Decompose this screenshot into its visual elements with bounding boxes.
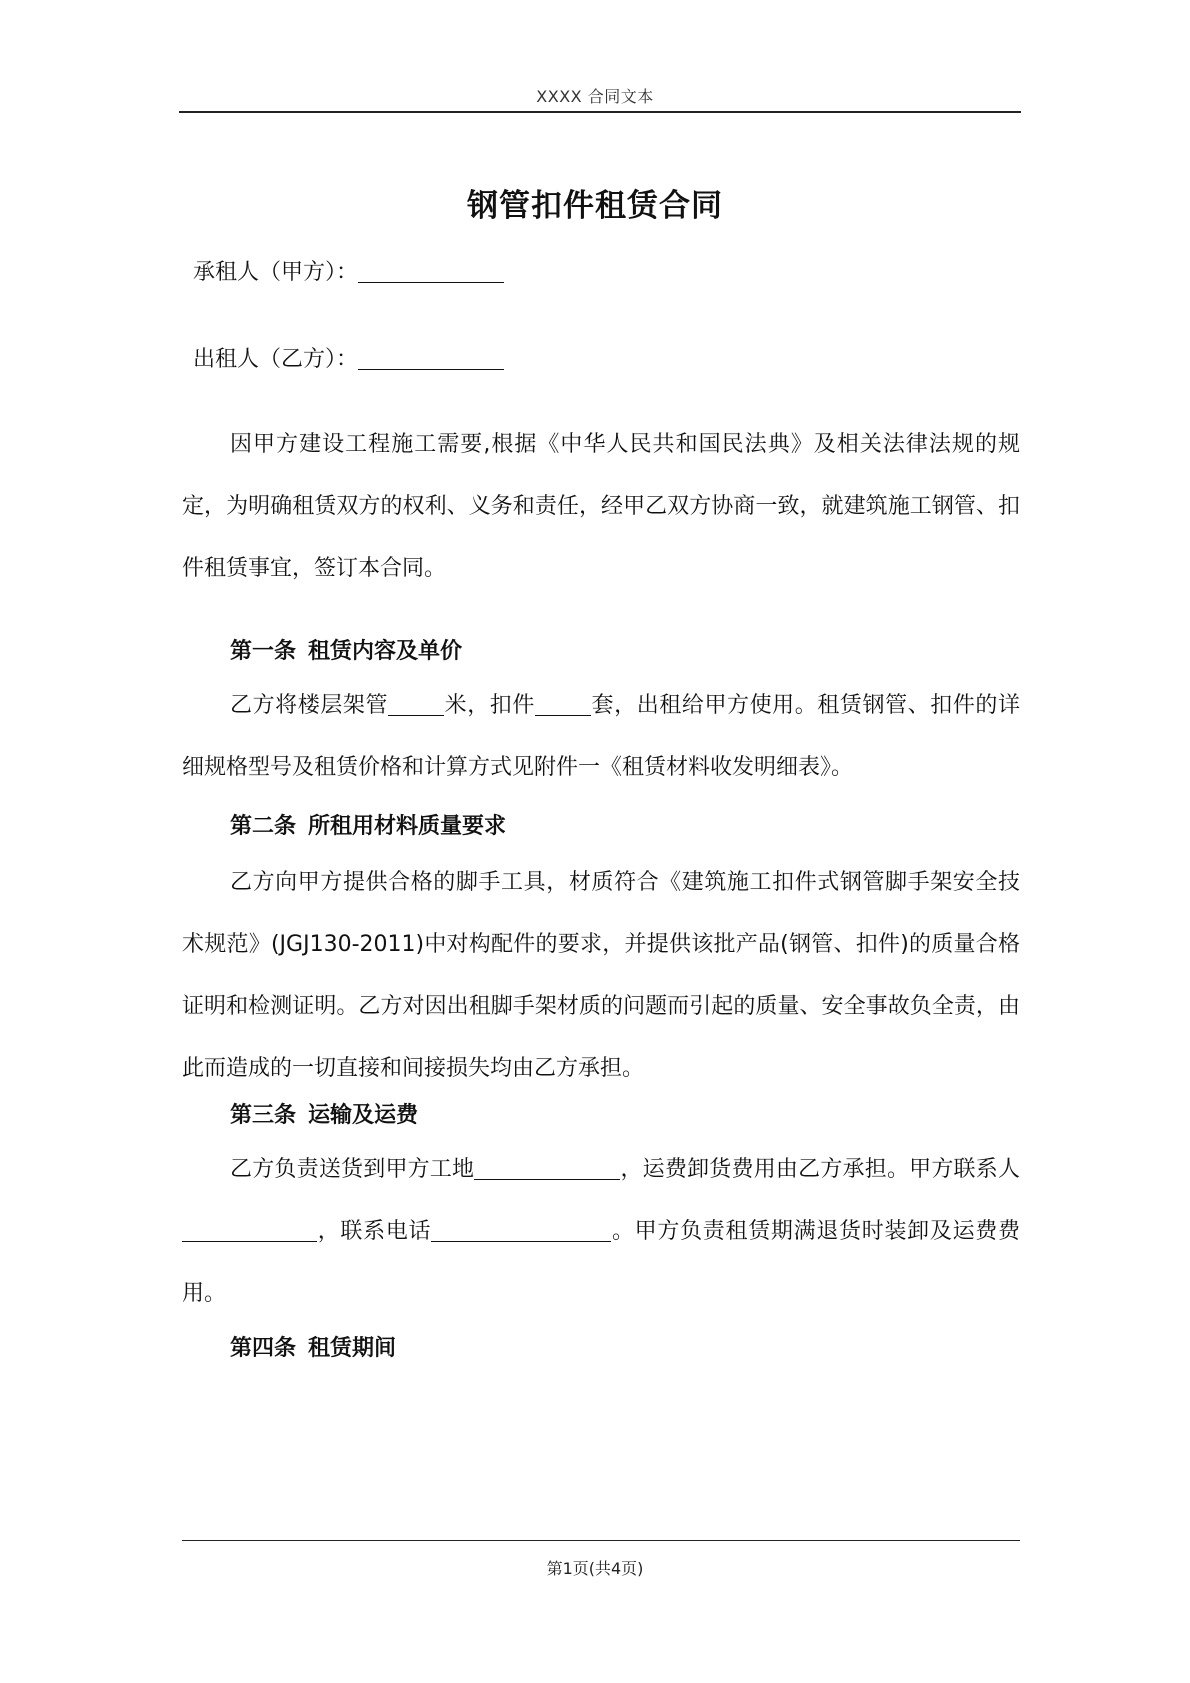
article-1-body <box>182 675 1020 799</box>
article-3-heading <box>230 1098 418 1129</box>
lessee-blank[interactable] <box>358 258 504 283</box>
document-title: 钢管扣件租赁合同 <box>467 188 723 224</box>
article-1-paragraph <box>182 675 1020 799</box>
article-1-text-b: 米，扣件 <box>444 693 535 718</box>
article-4-heading <box>230 1331 396 1362</box>
article-3-text-d: 。甲方负责租赁期满退货时装卸及运费费用。 <box>182 1219 1020 1306</box>
contact-person-blank[interactable] <box>182 1219 317 1242</box>
article-1-text-c: 套，出租给甲方使用。租赁钢管、扣件的详细规格型号及租赁价格和计算方式见附件一《租赁材料收发明细表》。 <box>182 693 1020 780</box>
article-2-title: 所租用材料质量要求 <box>308 814 507 839</box>
contact-phone-blank[interactable] <box>431 1219 611 1242</box>
preamble-block <box>182 414 1020 600</box>
site-address-blank[interactable] <box>474 1157 620 1180</box>
lessor-label: 出租人（乙方）： <box>193 347 359 372</box>
page-number: 第1页(共4页) <box>546 1559 644 1578</box>
footer-divider <box>182 1540 1020 1541</box>
article-2-paragraph: 乙方向甲方提供合格的脚手工具，材质符合《建筑施工扣件式钢管脚手架安全技术规范》(JGJ130-2011)中对构配件的要求，并提供该批产品(钢管、扣件)的质量合格证明和检测证明。乙方对因出租脚手架材质的问题而引起的质量、安全事故负全责，由此而造成的一切直接和间接损失均由乙方承担。 <box>182 870 1020 1081</box>
article-3-text-c: ，联系电话 <box>317 1219 432 1244</box>
article-3-number: 第三条 <box>230 1103 297 1128</box>
article-3-text-b: ，运费卸货费用由乙方承担。甲方联系人 <box>620 1157 1020 1182</box>
article-2-body <box>182 852 1020 1100</box>
lessor-line <box>193 342 504 373</box>
article-1-text-a: 乙方将楼层架管 <box>230 693 389 718</box>
fastener-count-blank[interactable] <box>535 693 591 716</box>
pipe-length-blank[interactable] <box>388 693 444 716</box>
header-divider <box>179 111 1021 113</box>
article-1-title: 租赁内容及单价 <box>308 639 463 664</box>
article-1-heading <box>230 634 462 665</box>
article-3-paragraph <box>182 1139 1020 1325</box>
article-4-title: 租赁期间 <box>308 1336 397 1361</box>
article-3-body <box>182 1139 1020 1325</box>
article-3-text-a: 乙方负责送货到甲方工地 <box>230 1157 475 1182</box>
article-2-heading <box>230 809 506 840</box>
preamble-paragraph: 因甲方建设工程施工需要,根据《中华人民共和国民法典》及相关法律法规的规定，为明确租赁双方的权利、义务和责任，经甲乙双方协商一致，就建筑施工钢管、扣件租赁事宜，签订本合同。 <box>182 432 1020 581</box>
lessee-label: 承租人（甲方）： <box>193 260 359 285</box>
lessor-blank[interactable] <box>358 345 504 370</box>
lessee-line <box>193 255 504 286</box>
article-3-title: 运输及运费 <box>308 1103 419 1128</box>
article-2-number: 第二条 <box>230 814 297 839</box>
page-header: XXXX 合同文本 <box>536 87 654 106</box>
article-4-number: 第四条 <box>230 1336 297 1361</box>
article-1-number: 第一条 <box>230 639 297 664</box>
